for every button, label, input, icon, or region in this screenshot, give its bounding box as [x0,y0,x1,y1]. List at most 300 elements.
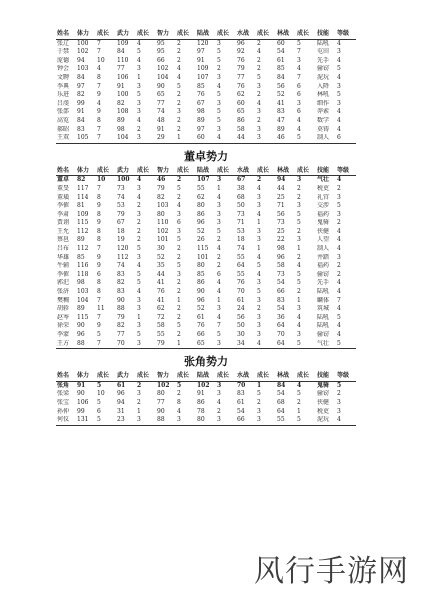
stat-cell: 55 [237,253,245,261]
stat-cell: 4 [137,116,141,124]
stat-cell: 3 [257,227,261,235]
stat-cell: 82 [157,193,165,201]
table-row [56,91,356,100]
stat-cell: 18 [237,236,245,244]
column-header: 成长 [96,167,116,176]
stat-cell: 120 [197,39,209,47]
stat-cell: 3 [177,227,181,235]
stat-cell: 90 [77,322,85,330]
stat-cell: 4 [137,262,141,270]
column-header: 成长 [96,30,116,39]
stat-cell: 1 [297,407,301,415]
table-row [56,305,356,314]
stat-cell: 104 [116,134,136,143]
general-name-cell: 贾诩 [57,219,70,227]
stat-cell: 54 [277,390,285,398]
stat-cell: 83 [277,296,285,304]
stat-cell: 91 [117,82,125,90]
stat-cell: 4 [337,288,341,296]
column-header: 姓名 [56,372,76,381]
table-body [56,39,356,143]
column-header: 成长 [216,167,236,176]
general-name-cell: 张辽 [57,39,70,47]
stat-cell: 4 [337,56,341,64]
stat-cell: 偷窃 [317,270,330,278]
column-header: 水战 [236,167,256,176]
stat-cell: 56 [277,82,285,90]
stat-cell: 陆吼 [317,322,330,330]
table-row [56,314,356,323]
stat-cell: 7 [96,340,116,349]
stat-cell: 26 [197,236,205,244]
stat-cell: 89 [277,125,285,133]
column-header: 成长 [216,30,236,39]
stat-cell: 4 [297,381,302,389]
stat-cell: 3 [337,398,341,406]
stat-cell: 58 [277,262,285,270]
column-header: 成长 [216,372,236,381]
stat-cell: 3 [337,99,341,107]
stat-cell: 1 [137,73,141,81]
stat-cell: 96 [197,296,205,304]
stat-cell: 83 [117,288,125,296]
stat-cell: 5 [296,134,316,143]
stat-cell: 5 [297,270,301,278]
general-name-cell: 赵岑 [57,313,70,321]
stat-cell: 2 [137,398,141,406]
general-name-cell: 张郃 [57,108,70,116]
stat-cell: 4 [257,270,261,278]
stat-cell: 80 [157,390,165,398]
stat-cell: 气壮 [317,176,330,184]
stat-cell: 76 [157,288,165,296]
stat-cell: 3 [137,305,141,313]
column-header: 技能 [316,372,336,381]
section-dong-zhuo [56,148,356,349]
stat-cell: 85 [197,82,205,90]
stat-cell: 82 [117,279,125,287]
table-row [56,340,356,349]
stat-cell: 3 [256,134,276,143]
stat-cell: 97 [197,48,205,56]
stat-cell: 4 [137,288,141,296]
stat-cell: 8 [177,398,181,406]
stat-cell: 7 [96,134,116,143]
stat-cell: 5 [97,331,101,338]
table-row [56,279,356,288]
stat-cell: 2 [177,39,181,47]
general-name-cell: 张梁 [57,390,70,398]
stat-cell: 84 [77,116,85,124]
stat-cell: 18 [117,227,125,235]
table-row [56,108,356,117]
stat-cell: 2 [337,270,341,278]
stat-cell: 1 [177,296,181,304]
stat-cell: 4 [336,416,356,425]
stat-cell: 74 [237,245,245,253]
stat-cell: 1 [137,407,141,415]
stat-cell: 3 [176,416,196,425]
stat-cell: 64 [276,340,296,349]
column-header: 体力 [76,30,96,39]
stat-cell: 50 [237,322,245,330]
stat-cell: 102 [157,65,169,73]
stat-cell: 64 [277,322,285,330]
stat-cell: 103 [77,65,89,73]
stat-cell: 5 [137,48,141,56]
stat-cell: 5 [177,381,182,389]
stat-cell: 入降 [317,82,330,90]
column-header: 成长 [136,372,156,381]
stat-cell: 44 [277,184,285,192]
table-row [56,228,356,237]
stat-cell: 1 [257,219,261,227]
table-row [56,65,356,74]
stat-cell: 2 [337,184,341,192]
stat-cell: 131 [76,416,96,425]
general-name-cell: 王双 [56,134,76,143]
stat-cell: 泥玩 [316,416,336,425]
stat-cell: 10 [97,56,105,64]
stat-cell: 4 [257,210,261,218]
column-header: 成长 [296,372,316,381]
stat-cell: 4 [337,279,341,287]
stat-cell: 3 [297,236,301,244]
stat-cell: 3 [217,99,221,107]
stat-cell: 7 [217,322,221,330]
stat-cell: 福药 [317,210,330,218]
table-header-row [56,30,356,39]
stat-cell: 64 [277,407,285,415]
stat-cell: 19 [117,236,125,244]
stat-cell: 8 [97,236,101,244]
table-row [56,416,356,425]
stat-cell: 3 [137,296,141,304]
stat-cell: 105 [76,134,96,143]
stat-cell: 104 [157,73,169,81]
general-name-cell: 李傕 [57,202,70,210]
table-row [56,57,356,66]
stat-cell: 1 [137,313,141,321]
stat-cell: 7 [97,48,101,56]
stat-cell: 3 [257,322,261,330]
stat-cell: 莽索 [317,108,330,116]
stat-cell: 3 [337,253,341,261]
document-page [56,30,356,428]
stat-cell: 3 [137,390,141,398]
stat-cell: 58 [237,125,245,133]
stat-cell: 91 [77,381,86,389]
general-name-cell: 华雄 [57,253,70,261]
stat-cell: 8 [97,210,101,218]
stat-cell: 22 [277,236,285,244]
stat-cell: 2 [177,56,181,64]
table-row [56,245,356,254]
stat-cell: 82 [77,91,85,99]
general-name-cell: 钟会 [57,65,70,73]
stat-cell: 80 [157,210,165,218]
stat-cell: 4 [177,202,181,210]
stat-cell: 2 [177,116,181,124]
column-header: 成长 [296,167,316,176]
stat-cell: 4 [337,245,341,253]
table-row [56,134,356,143]
stat-cell: 2 [257,91,261,99]
stat-cell: 2 [137,219,141,227]
stat-cell: 2 [177,245,181,253]
stat-cell: 3 [257,407,261,415]
stat-cell: 2 [257,65,261,73]
column-header: 武力 [116,167,136,176]
stat-cell: 5 [217,56,221,64]
stats-table [56,372,356,426]
stat-cell: 90 [77,390,85,398]
stat-cell: 103 [77,288,89,296]
stat-cell: 3 [257,236,261,244]
stat-cell: 3 [136,134,156,143]
stat-cell: 70 [237,288,245,296]
stat-cell: 2 [177,288,181,296]
column-header: 成长 [256,30,276,39]
general-name-cell: 徐荣 [57,322,70,330]
stat-cell: 9 [97,108,101,116]
stat-cell: 4 [297,116,301,124]
stat-cell: 73 [237,210,245,218]
stat-cell: 4 [216,134,236,143]
stat-cell: 5 [337,202,341,210]
table-row [56,381,356,390]
stat-cell: 税吏 [317,184,330,192]
stat-cell: 5 [137,91,141,99]
section-title: 张角势力 [184,355,228,369]
stat-cell: 58 [157,322,165,330]
stat-cell: 2 [297,184,301,192]
stat-cell: 7 [97,184,101,192]
table-header-row [56,167,356,176]
stat-cell: 3 [137,184,141,192]
stat-cell: 2 [177,390,181,398]
stat-cell: 108 [117,108,129,116]
stat-cell: 4 [297,262,301,270]
column-header: 林战 [276,167,296,176]
stat-cell: 2 [177,305,181,313]
stat-cell: 107 [197,176,210,184]
stat-cell: 4 [257,99,261,107]
general-name-cell: 孙仲 [57,407,70,415]
column-header: 林战 [276,30,296,39]
stat-cell: 54 [277,48,285,56]
stat-cell: 95 [157,48,165,56]
stat-cell: 44 [157,270,165,278]
stat-cell: 118 [77,270,89,278]
stat-cell: 3 [217,176,222,184]
stat-cell: 96 [77,331,85,338]
stat-cell: 3 [177,108,181,116]
section-cao-cao [56,30,356,144]
stat-cell: 3 [337,82,341,90]
stat-cell: 先手 [317,279,330,287]
general-name-cell: 张角 [57,381,70,389]
stat-cell: 66 [236,416,256,425]
stat-cell: 6 [177,219,181,227]
stat-cell: 52 [197,227,205,235]
stat-cell: 5 [177,236,181,244]
stat-cell: 侠健 [317,227,330,235]
stat-cell: 3 [137,82,141,90]
stat-cell: 85 [277,65,285,73]
stat-cell: 2 [217,253,221,261]
stat-cell: 井踏 [317,253,330,261]
table-row [56,100,356,109]
stat-cell: 制人 [317,245,330,253]
stat-cell: 98 [197,108,205,116]
stat-cell: 6 [336,134,356,143]
stat-cell: 112 [117,253,129,261]
stat-cell: 77 [157,99,165,107]
stat-cell: 86 [197,398,205,406]
stat-cell: 79 [117,313,125,321]
stat-cell: 3 [297,99,301,107]
watermark-text: 风行手游网 [254,554,409,589]
stat-cell: 84 [277,381,286,389]
stat-cell: 97 [197,125,205,133]
stat-cell: 2 [297,288,301,296]
table-row [56,126,356,135]
stat-cell: 1 [176,340,196,349]
stat-cell: 2 [337,262,341,270]
stat-cell: 4 [217,398,221,406]
stat-cell: 102 [157,227,169,235]
stat-cell: 2 [177,331,181,338]
section-zhang-jiao [56,353,356,426]
table-row [56,117,356,126]
stat-cell: 7 [297,48,301,56]
stat-cell: 4 [177,407,181,415]
stat-cell: 97 [77,82,85,90]
stat-cell: 110 [117,56,129,64]
stat-cell: 74 [117,262,125,270]
stat-cell: 73 [277,219,285,227]
stat-cell: 4 [217,193,221,201]
stat-cell: 4 [337,116,341,124]
stat-cell: 4 [137,39,141,47]
column-header: 智力 [156,372,176,381]
stat-cell: 2 [337,219,341,227]
stat-cell: 2 [177,253,181,261]
table-row [56,185,356,194]
stat-cell: 76 [197,322,205,330]
stat-cell: 5 [296,340,316,349]
stat-cell: 偷窃 [317,65,330,73]
stat-cell: 3 [297,56,301,64]
stat-cell: 2 [217,236,221,244]
stat-cell: 4 [337,331,341,338]
stat-cell: 4 [177,65,181,73]
stat-cell: 3 [217,125,221,133]
stat-cell: 3 [216,416,236,425]
table-row [56,211,356,220]
stat-cell: 67 [237,176,246,184]
stat-cell: 2 [297,193,301,201]
stat-cell: 83 [277,108,285,116]
general-name-cell: 何仪 [56,416,76,425]
stat-cell: 85 [197,270,205,278]
stat-cell: 71 [277,202,285,210]
stat-cell: 112 [77,227,89,235]
stat-cell: 116 [77,262,89,270]
stat-cell: 4 [337,176,342,184]
column-header: 成长 [176,372,196,381]
section-title: 董卓势力 [184,149,228,163]
stat-cell: 4 [297,313,301,321]
stat-cell: 3 [337,407,341,415]
stat-cell: 3 [136,416,156,425]
table-row [56,331,356,340]
stat-cell: 2 [257,116,261,124]
stat-cell: 90 [197,288,205,296]
column-header: 成长 [96,372,116,381]
stat-cell: 88 [117,305,125,313]
stat-cell: 61 [117,381,126,389]
stat-cell: 90 [157,407,165,415]
stat-cell: 2 [177,193,181,201]
stat-cell: 4 [297,322,301,330]
stat-cell: 107 [197,73,209,81]
stat-cell: 4 [257,184,261,192]
stat-cell: 3 [257,279,261,287]
general-name-cell: 董璜 [57,193,70,201]
column-header: 体力 [76,167,96,176]
stat-cell: 5 [297,219,301,227]
stat-cell: 4 [177,73,181,81]
stat-cell: 3 [217,73,221,81]
stat-cell: 47 [277,116,285,124]
stat-cell: 25 [277,227,285,235]
stat-cell: 4 [217,313,221,321]
stat-cell: 9 [97,322,101,330]
column-header: 成长 [296,30,316,39]
stat-cell: 67 [117,219,125,227]
stat-cell: 5 [297,210,301,218]
column-header: 姓名 [56,30,76,39]
stat-cell: 3 [217,381,222,389]
stat-cell: 4 [137,176,142,184]
stat-cell: 70 [237,381,246,389]
stat-cell: 115 [77,219,89,227]
stat-cell: 117 [77,184,89,192]
general-name-cell: 李蒙 [57,331,70,338]
stat-cell: 礼宫 [317,193,330,201]
table-row [56,271,356,280]
stat-cell: 77 [117,331,125,338]
stat-cell: 96 [117,390,125,398]
stat-cell: 82 [117,99,125,107]
general-name-cell: 樊稠 [57,296,70,304]
stat-cell: 4 [337,305,341,313]
stat-cell: 5 [217,48,221,56]
stat-cell: 鬼骑 [317,381,330,389]
stat-cell: 2 [257,39,261,47]
stat-cell: 90 [117,296,125,304]
general-name-cell: 张宝 [57,398,70,406]
stat-cell: 2 [137,236,141,244]
stat-cell: 76 [197,91,205,99]
table-row [56,322,356,331]
stat-cell: 3 [137,108,141,116]
stat-cell: 3 [217,305,221,313]
stat-cell: 76 [237,82,245,90]
stat-cell: 23 [116,416,136,425]
